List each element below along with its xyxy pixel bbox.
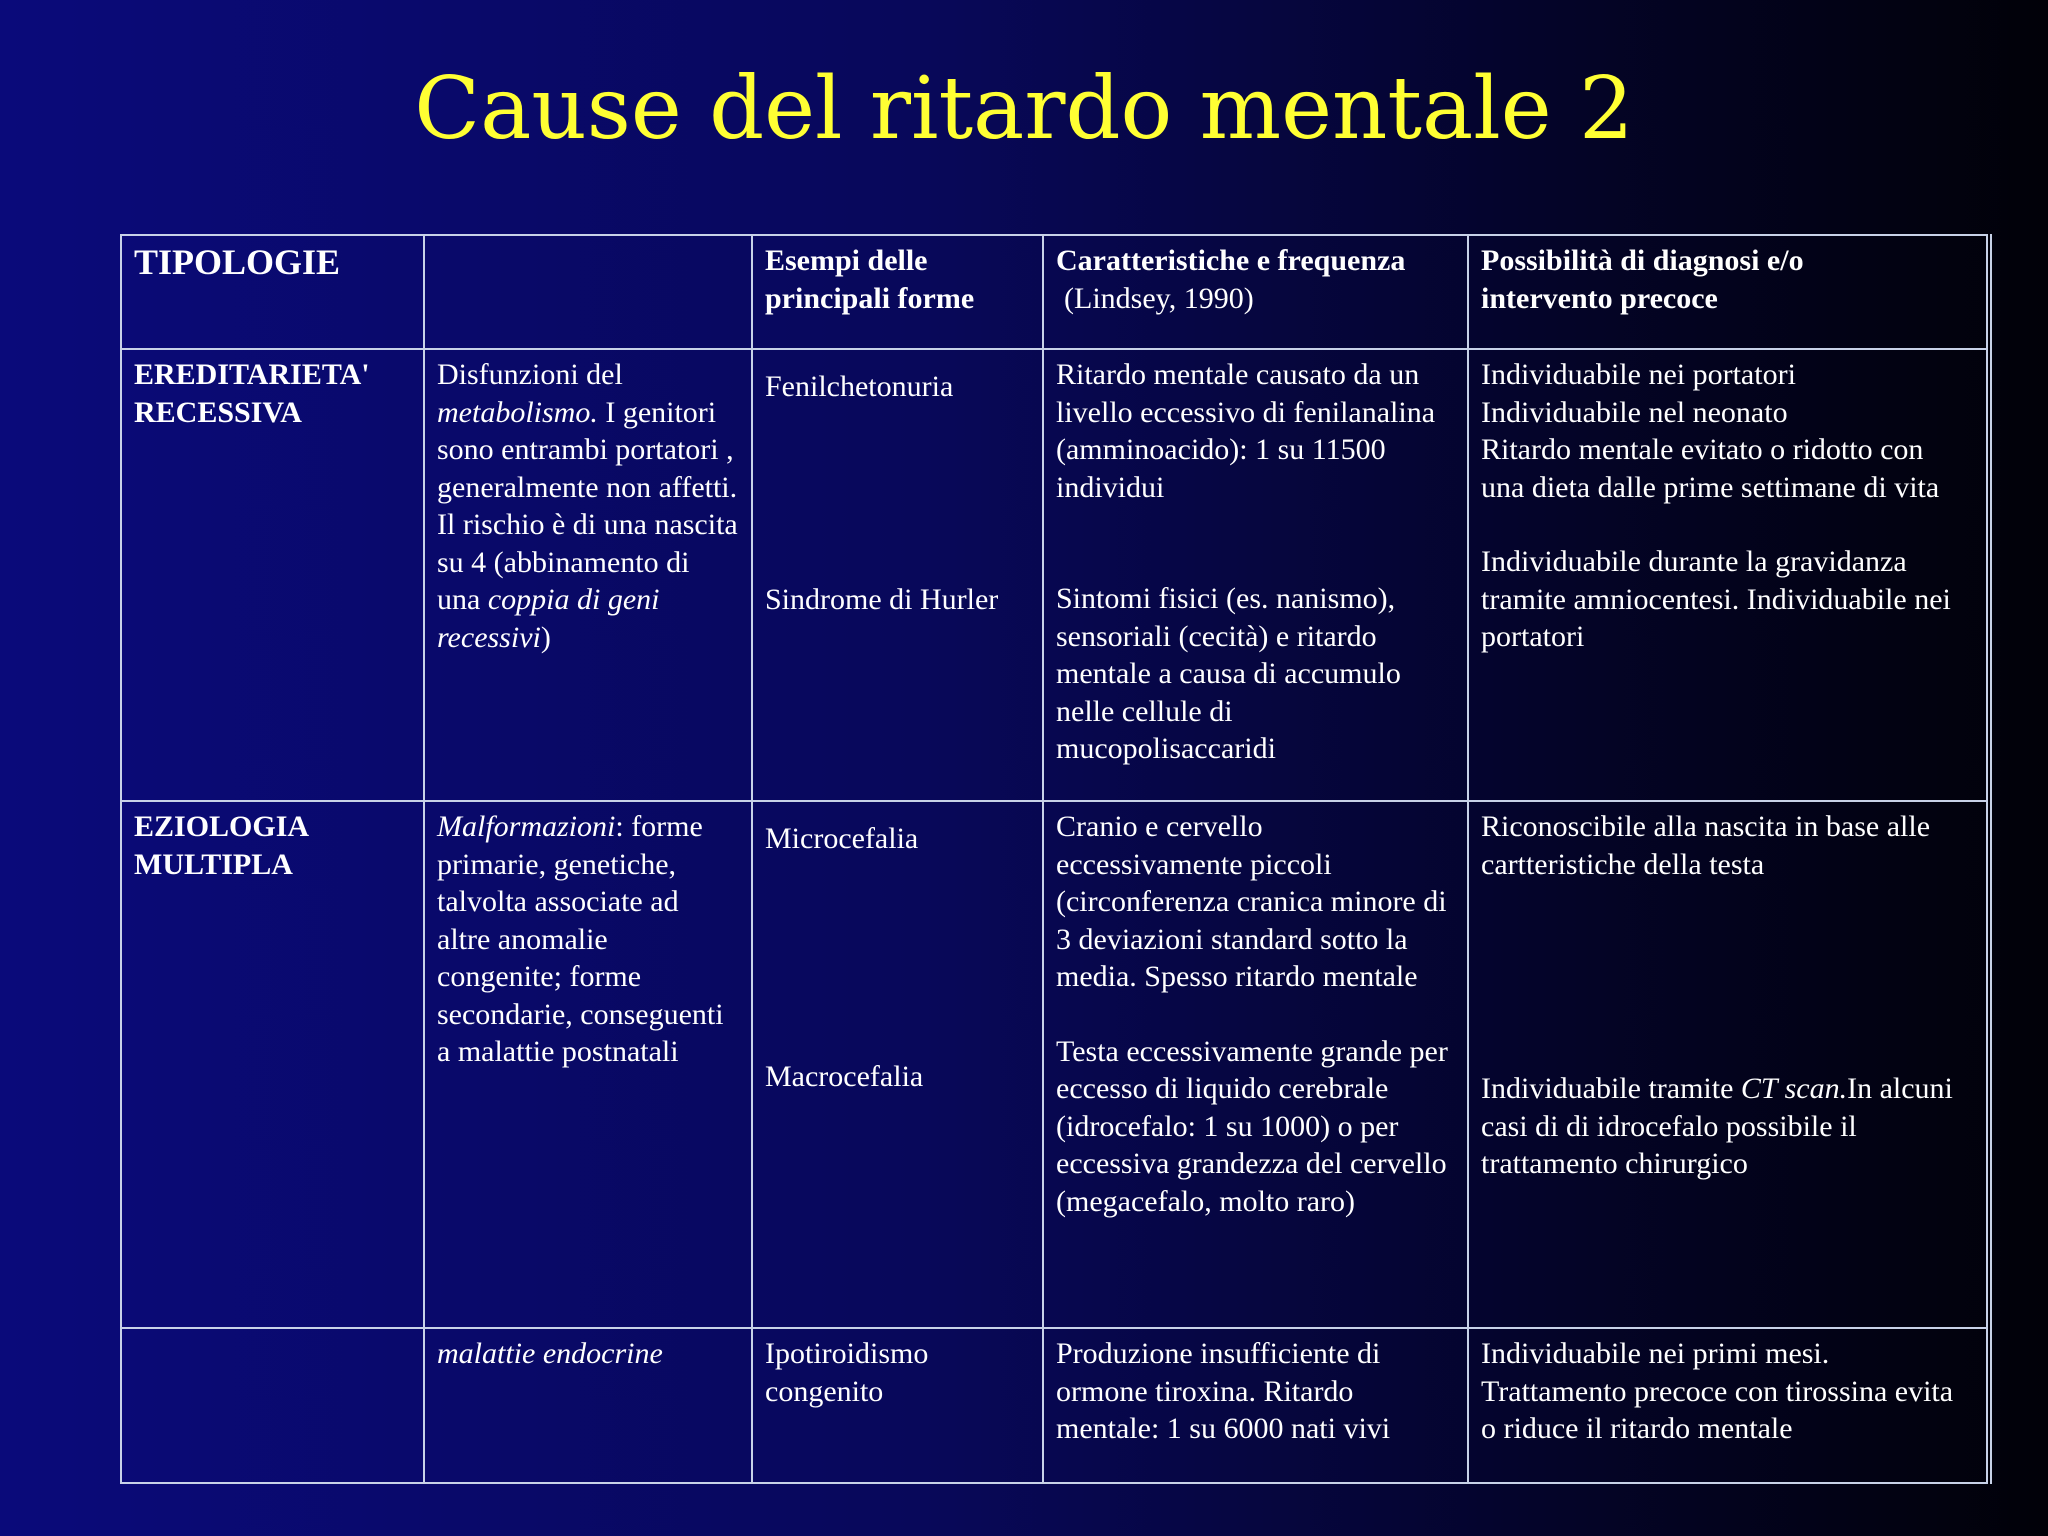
row1-desc-c: I genitori sono entrambi portatori , generalmente non affetti. Il rischio è di una nascita su 4 (abbinamento di una <box>437 395 738 616</box>
row1-characteristics <box>1043 349 1468 801</box>
row2-diag-macrocefalia <box>1481 1070 1974 1183</box>
row1-examples <box>752 349 1043 801</box>
row2-desc-b: : forme primarie, genetiche, talvolta associate ad altre anomalie congenite; forme secondarie, conseguenti a malattie postnatali <box>437 810 724 1068</box>
row3-diagnosis: Individuabile nei primi mesi. Trattamento precoce con tirossina evita o riduce il ritardo mentale <box>1468 1328 1989 1483</box>
row2-diag2-c: In alcuni casi di di idrocefalo possibile il trattamento chirurgico <box>1481 1072 1953 1180</box>
row2-diag2-a: Individuabile tramite <box>1481 1072 1741 1105</box>
row2-char-microcefalia: Cranio e cervello eccessivamente piccoli (circonferenza cranica minore di 3 deviazioni standard sotto la media. Spesso ritardo mentale <box>1056 810 1447 993</box>
row1-example-hurler: Sindrome di Hurler <box>765 582 999 616</box>
header-caratteristiche-line1: Caratteristiche e frequenza <box>1056 244 1406 277</box>
row2-diag2-b: CT scan. <box>1740 1072 1848 1105</box>
row2-diagnosis <box>1468 801 1989 1328</box>
header-esempi-line2: principali forme <box>765 281 975 315</box>
row1-desc-d: coppia di geni recessivi <box>437 583 660 654</box>
row1-diagnosis <box>1468 349 1989 801</box>
header-diagnosi <box>1468 235 1989 349</box>
header-esempi-line1: Esempi delle <box>765 244 928 277</box>
row3-description: malattie endocrine <box>424 1328 752 1483</box>
header-caratteristiche <box>1043 235 1468 349</box>
row3-example: Ipotiroidismo congenito <box>752 1328 1043 1483</box>
row2-desc-a: Malformazioni <box>437 810 616 843</box>
row2-examples <box>752 801 1043 1328</box>
row1-description <box>424 349 752 801</box>
row-ereditarieta <box>121 349 1989 801</box>
header-diagnosi-line1: Possibilità di diagnosi e/o <box>1481 244 1804 277</box>
row1-type-line1: EREDITARIETA' <box>134 358 370 391</box>
header-row <box>121 235 1989 349</box>
row1-desc-b: metabolismo. <box>437 395 598 429</box>
row2-diag-microcefalia: Riconoscibile alla nascita in base alle cartteristiche della testa <box>1481 810 1931 881</box>
row2-type-line2: MULTIPLA <box>134 847 293 881</box>
row2-char-macrocefalia: Testa eccessivamente grande per eccesso di liquido cerebrale (idrocefalo: 1 su 1000) o per eccessiva grandezza del cervello (megacefalo, molto raro) <box>1056 1034 1448 1218</box>
header-diagnosi-line2: intervento precoce <box>1481 281 1718 315</box>
row1-diag-line3: Ritardo mentale evitato o ridotto con una dieta dalle prime settimane di vita <box>1481 433 1940 504</box>
header-empty <box>424 235 752 349</box>
row-eziologia <box>121 801 1989 1328</box>
row1-example-fenilchetonuria: Fenilchetonuria <box>765 370 954 403</box>
row1-char-hurler: Sintomi fisici (es. nanismo), sensoriali (cecità) e ritardo mentale a causa di accumulo nelle cellule di mucopolisaccaridi <box>1056 582 1401 765</box>
row1-diag-line2: Individuabile nel neonato <box>1481 395 1788 429</box>
row-endocrine <box>121 1328 1989 1483</box>
row1-type <box>121 349 424 801</box>
row1-diag-hurler: Individuabile durante la gravidanza tramite amniocentesi. Individuabile nei portatori <box>1481 545 1951 653</box>
row2-type-line1: EZIOLOGIA <box>134 810 310 843</box>
row1-type-line2: RECESSIVA <box>134 395 302 429</box>
row2-description <box>424 801 752 1328</box>
row3-type <box>121 1328 424 1483</box>
causes-table <box>120 234 1992 1484</box>
row2-example-macrocefalia: Macrocefalia <box>765 1059 924 1093</box>
slide-title: Cause del ritardo mentale 2 <box>414 59 1634 159</box>
row3-characteristics: Produzione insufficiente di ormone tiroxina. Ritardo mentale: 1 su 6000 nati vivi <box>1043 1328 1468 1483</box>
row2-type <box>121 801 424 1328</box>
header-caratteristiche-line2: (Lindsey, 1990) <box>1064 281 1254 315</box>
header-tipologie: TIPOLOGIE <box>121 235 424 349</box>
row2-example-microcefalia: Microcefalia <box>765 822 919 855</box>
row2-characteristics <box>1043 801 1468 1328</box>
row1-desc-e: ) <box>540 620 551 654</box>
row1-char-fenilchetonuria: Ritardo mentale causato da un livello eccessivo di fenilanalina (amminoacido): 1 su 11500 individui <box>1056 358 1436 504</box>
row1-diag-line1: Individuabile nei portatori <box>1481 358 1796 391</box>
row1-desc-a: Disfunzioni del <box>437 358 623 391</box>
header-esempi <box>752 235 1043 349</box>
